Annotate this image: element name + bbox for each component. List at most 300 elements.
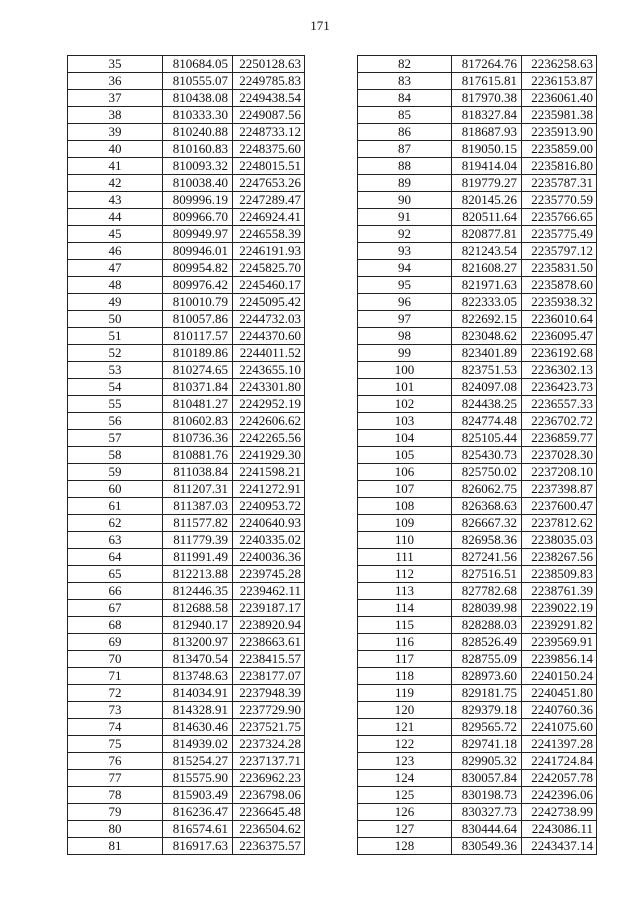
x-coordinate-cell: 810189.86 [163, 345, 233, 362]
point-number-cell: 91 [358, 209, 452, 226]
point-number-cell: 83 [358, 73, 452, 90]
y-coordinate-cell: 2241724.84 [522, 753, 597, 770]
point-number-cell: 101 [358, 379, 452, 396]
x-coordinate-cell: 810602.83 [163, 413, 233, 430]
y-coordinate-cell: 2248733.12 [233, 124, 305, 141]
x-coordinate-cell: 811779.39 [163, 532, 233, 549]
y-coordinate-cell: 2239187.17 [233, 600, 305, 617]
point-number-cell: 47 [68, 260, 163, 277]
point-number-cell: 126 [358, 804, 452, 821]
x-coordinate-cell: 810736.36 [163, 430, 233, 447]
table-row [68, 583, 305, 600]
x-coordinate-cell: 830057.84 [452, 770, 522, 787]
point-number-cell: 94 [358, 260, 452, 277]
table-row [358, 141, 597, 158]
y-coordinate-cell: 2240036.36 [233, 549, 305, 566]
table-row [358, 430, 597, 447]
table-row [358, 90, 597, 107]
y-coordinate-cell: 2241598.21 [233, 464, 305, 481]
point-number-cell: 110 [358, 532, 452, 549]
point-number-cell: 97 [358, 311, 452, 328]
y-coordinate-cell: 2249438.54 [233, 90, 305, 107]
table-row [358, 549, 597, 566]
point-number-cell: 92 [358, 226, 452, 243]
point-number-cell: 117 [358, 651, 452, 668]
table-row [68, 787, 305, 804]
x-coordinate-cell: 827241.56 [452, 549, 522, 566]
y-coordinate-cell: 2235797.12 [522, 243, 597, 260]
x-coordinate-cell: 828039.98 [452, 600, 522, 617]
x-coordinate-cell: 814939.02 [163, 736, 233, 753]
x-coordinate-cell: 821608.27 [452, 260, 522, 277]
point-number-cell: 67 [68, 600, 163, 617]
table-row [358, 345, 597, 362]
x-coordinate-cell: 812446.35 [163, 583, 233, 600]
x-coordinate-cell: 810274.65 [163, 362, 233, 379]
y-coordinate-cell: 2244011.52 [233, 345, 305, 362]
x-coordinate-cell: 828526.49 [452, 634, 522, 651]
y-coordinate-cell: 2243086.11 [522, 821, 597, 838]
y-coordinate-cell: 2236095.47 [522, 328, 597, 345]
table-row [358, 294, 597, 311]
point-number-cell: 95 [358, 277, 452, 294]
y-coordinate-cell: 2248375.60 [233, 141, 305, 158]
point-number-cell: 71 [68, 668, 163, 685]
y-coordinate-cell: 2235787.31 [522, 175, 597, 192]
point-number-cell: 96 [358, 294, 452, 311]
x-coordinate-cell: 829565.72 [452, 719, 522, 736]
point-number-cell: 61 [68, 498, 163, 515]
y-coordinate-cell: 2249785.83 [233, 73, 305, 90]
y-coordinate-cell: 2237324.28 [233, 736, 305, 753]
table-row [358, 464, 597, 481]
x-coordinate-cell: 814034.91 [163, 685, 233, 702]
y-coordinate-cell: 2236153.87 [522, 73, 597, 90]
y-coordinate-cell: 2242265.56 [233, 430, 305, 447]
x-coordinate-cell: 823751.53 [452, 362, 522, 379]
table-row [358, 124, 597, 141]
x-coordinate-cell: 820877.81 [452, 226, 522, 243]
y-coordinate-cell: 2240150.24 [522, 668, 597, 685]
point-number-cell: 106 [358, 464, 452, 481]
y-coordinate-cell: 2245825.70 [233, 260, 305, 277]
point-number-cell: 37 [68, 90, 163, 107]
table-row [68, 260, 305, 277]
table-row [358, 498, 597, 515]
table-row [68, 464, 305, 481]
table-row [68, 702, 305, 719]
x-coordinate-cell: 810038.40 [163, 175, 233, 192]
x-coordinate-cell: 810438.08 [163, 90, 233, 107]
table-row [68, 566, 305, 583]
x-coordinate-cell: 813200.97 [163, 634, 233, 651]
x-coordinate-cell: 820511.64 [452, 209, 522, 226]
point-number-cell: 44 [68, 209, 163, 226]
x-coordinate-cell: 823401.89 [452, 345, 522, 362]
y-coordinate-cell: 2236645.48 [233, 804, 305, 821]
x-coordinate-cell: 824097.08 [452, 379, 522, 396]
point-number-cell: 73 [68, 702, 163, 719]
table-row [358, 481, 597, 498]
table-row [358, 736, 597, 753]
x-coordinate-cell: 810160.83 [163, 141, 233, 158]
point-number-cell: 36 [68, 73, 163, 90]
y-coordinate-cell: 2237600.47 [522, 498, 597, 515]
table-row [68, 192, 305, 209]
table-row [68, 685, 305, 702]
y-coordinate-cell: 2235878.60 [522, 277, 597, 294]
point-number-cell: 107 [358, 481, 452, 498]
point-number-cell: 38 [68, 107, 163, 124]
y-coordinate-cell: 2238267.56 [522, 549, 597, 566]
table-row [68, 617, 305, 634]
table-row [358, 158, 597, 175]
point-number-cell: 78 [68, 787, 163, 804]
point-number-cell: 52 [68, 345, 163, 362]
y-coordinate-cell: 2241272.91 [233, 481, 305, 498]
point-number-cell: 98 [358, 328, 452, 345]
point-number-cell: 84 [358, 90, 452, 107]
y-coordinate-cell: 2236375.57 [233, 838, 305, 855]
y-coordinate-cell: 2247289.47 [233, 192, 305, 209]
table-row [68, 345, 305, 362]
y-coordinate-cell: 2238509.83 [522, 566, 597, 583]
y-coordinate-cell: 2245095.42 [233, 294, 305, 311]
table-row [358, 583, 597, 600]
x-coordinate-cell: 814630.46 [163, 719, 233, 736]
table-row [68, 124, 305, 141]
x-coordinate-cell: 810333.30 [163, 107, 233, 124]
y-coordinate-cell: 2236962.23 [233, 770, 305, 787]
x-coordinate-cell: 809949.97 [163, 226, 233, 243]
y-coordinate-cell: 2235816.80 [522, 158, 597, 175]
table-row [68, 73, 305, 90]
point-number-cell: 115 [358, 617, 452, 634]
x-coordinate-cell: 813470.54 [163, 651, 233, 668]
x-coordinate-cell: 826667.32 [452, 515, 522, 532]
table-row [68, 277, 305, 294]
table-row [358, 685, 597, 702]
point-number-cell: 77 [68, 770, 163, 787]
y-coordinate-cell: 2244732.03 [233, 311, 305, 328]
point-number-cell: 89 [358, 175, 452, 192]
table-row [358, 243, 597, 260]
table-row [68, 56, 305, 73]
table-row [68, 532, 305, 549]
point-number-cell: 128 [358, 838, 452, 855]
table-row [358, 838, 597, 855]
point-number-cell: 127 [358, 821, 452, 838]
y-coordinate-cell: 2237729.90 [233, 702, 305, 719]
table-row [68, 413, 305, 430]
table-row [358, 770, 597, 787]
point-number-cell: 125 [358, 787, 452, 804]
y-coordinate-cell: 2236859.77 [522, 430, 597, 447]
x-coordinate-cell: 822692.15 [452, 311, 522, 328]
x-coordinate-cell: 811991.49 [163, 549, 233, 566]
point-number-cell: 72 [68, 685, 163, 702]
table-row [358, 175, 597, 192]
y-coordinate-cell: 2240640.93 [233, 515, 305, 532]
table-row [68, 515, 305, 532]
x-coordinate-cell: 810057.86 [163, 311, 233, 328]
table-row [358, 277, 597, 294]
table-row [68, 821, 305, 838]
x-coordinate-cell: 809976.42 [163, 277, 233, 294]
y-coordinate-cell: 2243437.14 [522, 838, 597, 855]
y-coordinate-cell: 2241397.28 [522, 736, 597, 753]
table-row [68, 736, 305, 753]
y-coordinate-cell: 2246558.39 [233, 226, 305, 243]
point-number-cell: 64 [68, 549, 163, 566]
table-row [68, 141, 305, 158]
x-coordinate-cell: 810010.79 [163, 294, 233, 311]
table-row [358, 634, 597, 651]
x-coordinate-cell: 817264.76 [452, 56, 522, 73]
point-number-cell: 112 [358, 566, 452, 583]
table-row [358, 362, 597, 379]
x-coordinate-cell: 810093.32 [163, 158, 233, 175]
y-coordinate-cell: 2238663.61 [233, 634, 305, 651]
point-number-cell: 82 [358, 56, 452, 73]
x-coordinate-cell: 809996.19 [163, 192, 233, 209]
point-number-cell: 70 [68, 651, 163, 668]
x-coordinate-cell: 828755.09 [452, 651, 522, 668]
table-row [68, 719, 305, 736]
table-row [68, 90, 305, 107]
x-coordinate-cell: 829741.18 [452, 736, 522, 753]
x-coordinate-cell: 823048.62 [452, 328, 522, 345]
point-number-cell: 69 [68, 634, 163, 651]
x-coordinate-cell: 819779.27 [452, 175, 522, 192]
point-number-cell: 57 [68, 430, 163, 447]
table-row [68, 328, 305, 345]
point-number-cell: 120 [358, 702, 452, 719]
table-row [358, 107, 597, 124]
x-coordinate-cell: 817970.38 [452, 90, 522, 107]
point-number-cell: 45 [68, 226, 163, 243]
point-number-cell: 53 [68, 362, 163, 379]
y-coordinate-cell: 2236423.73 [522, 379, 597, 396]
y-coordinate-cell: 2237948.39 [233, 685, 305, 702]
table-row [358, 753, 597, 770]
point-number-cell: 74 [68, 719, 163, 736]
x-coordinate-cell: 810240.88 [163, 124, 233, 141]
y-coordinate-cell: 2242738.99 [522, 804, 597, 821]
x-coordinate-cell: 819414.04 [452, 158, 522, 175]
x-coordinate-cell: 811207.31 [163, 481, 233, 498]
y-coordinate-cell: 2239022.19 [522, 600, 597, 617]
table-row [68, 362, 305, 379]
table-row [358, 787, 597, 804]
y-coordinate-cell: 2235859.00 [522, 141, 597, 158]
point-number-cell: 81 [68, 838, 163, 855]
page-number: 171 [310, 18, 330, 33]
y-coordinate-cell: 2242396.06 [522, 787, 597, 804]
table-row [358, 821, 597, 838]
x-coordinate-cell: 810117.57 [163, 328, 233, 345]
x-coordinate-cell: 817615.81 [452, 73, 522, 90]
x-coordinate-cell: 809954.82 [163, 260, 233, 277]
x-coordinate-cell: 811038.84 [163, 464, 233, 481]
table-row [358, 226, 597, 243]
point-number-cell: 66 [68, 583, 163, 600]
point-number-cell: 118 [358, 668, 452, 685]
x-coordinate-cell: 816917.63 [163, 838, 233, 855]
x-coordinate-cell: 812940.17 [163, 617, 233, 634]
point-number-cell: 86 [358, 124, 452, 141]
table-row [68, 600, 305, 617]
x-coordinate-cell: 826368.63 [452, 498, 522, 515]
point-number-cell: 111 [358, 549, 452, 566]
y-coordinate-cell: 2235938.32 [522, 294, 597, 311]
y-coordinate-cell: 2235913.90 [522, 124, 597, 141]
point-number-cell: 108 [358, 498, 452, 515]
x-coordinate-cell: 829379.18 [452, 702, 522, 719]
table-row [358, 260, 597, 277]
x-coordinate-cell: 826958.36 [452, 532, 522, 549]
table-row [68, 396, 305, 413]
y-coordinate-cell: 2236504.62 [233, 821, 305, 838]
y-coordinate-cell: 2235981.38 [522, 107, 597, 124]
x-coordinate-cell: 810881.76 [163, 447, 233, 464]
point-number-cell: 103 [358, 413, 452, 430]
x-coordinate-cell: 818327.84 [452, 107, 522, 124]
table-row [358, 617, 597, 634]
table-row [358, 515, 597, 532]
x-coordinate-cell: 819050.15 [452, 141, 522, 158]
point-number-cell: 119 [358, 685, 452, 702]
point-number-cell: 49 [68, 294, 163, 311]
point-number-cell: 113 [358, 583, 452, 600]
y-coordinate-cell: 2239291.82 [522, 617, 597, 634]
y-coordinate-cell: 2238415.57 [233, 651, 305, 668]
point-number-cell: 116 [358, 634, 452, 651]
x-coordinate-cell: 809966.70 [163, 209, 233, 226]
y-coordinate-cell: 2235766.65 [522, 209, 597, 226]
x-coordinate-cell: 827516.51 [452, 566, 522, 583]
point-number-cell: 104 [358, 430, 452, 447]
y-coordinate-cell: 2236702.72 [522, 413, 597, 430]
x-coordinate-cell: 825430.73 [452, 447, 522, 464]
x-coordinate-cell: 810481.27 [163, 396, 233, 413]
y-coordinate-cell: 2246924.41 [233, 209, 305, 226]
table-row [68, 158, 305, 175]
table-row [68, 379, 305, 396]
table-row [68, 209, 305, 226]
y-coordinate-cell: 2242952.19 [233, 396, 305, 413]
x-coordinate-cell: 821971.63 [452, 277, 522, 294]
y-coordinate-cell: 2242057.78 [522, 770, 597, 787]
y-coordinate-cell: 2235831.50 [522, 260, 597, 277]
table-row [68, 447, 305, 464]
table-row [68, 311, 305, 328]
point-number-cell: 40 [68, 141, 163, 158]
x-coordinate-cell: 813748.63 [163, 668, 233, 685]
point-number-cell: 87 [358, 141, 452, 158]
point-number-cell: 48 [68, 277, 163, 294]
x-coordinate-cell: 830327.73 [452, 804, 522, 821]
table-row [68, 549, 305, 566]
y-coordinate-cell: 2236557.33 [522, 396, 597, 413]
table-row [68, 838, 305, 855]
table-row [68, 651, 305, 668]
x-coordinate-cell: 809946.01 [163, 243, 233, 260]
y-coordinate-cell: 2237208.10 [522, 464, 597, 481]
x-coordinate-cell: 824438.25 [452, 396, 522, 413]
point-number-cell: 123 [358, 753, 452, 770]
table-row [358, 396, 597, 413]
x-coordinate-cell: 825750.02 [452, 464, 522, 481]
y-coordinate-cell: 2237028.30 [522, 447, 597, 464]
x-coordinate-cell: 810555.07 [163, 73, 233, 90]
coordinates-table-left [67, 55, 305, 855]
x-coordinate-cell: 826062.75 [452, 481, 522, 498]
point-number-cell: 109 [358, 515, 452, 532]
point-number-cell: 58 [68, 447, 163, 464]
y-coordinate-cell: 2236258.63 [522, 56, 597, 73]
x-coordinate-cell: 825105.44 [452, 430, 522, 447]
table-row [358, 192, 597, 209]
y-coordinate-cell: 2239856.14 [522, 651, 597, 668]
point-number-cell: 46 [68, 243, 163, 260]
y-coordinate-cell: 2245460.17 [233, 277, 305, 294]
y-coordinate-cell: 2242606.62 [233, 413, 305, 430]
x-coordinate-cell: 812213.88 [163, 566, 233, 583]
point-number-cell: 54 [68, 379, 163, 396]
point-number-cell: 39 [68, 124, 163, 141]
table-row [68, 226, 305, 243]
x-coordinate-cell: 815254.27 [163, 753, 233, 770]
table-row [68, 804, 305, 821]
point-number-cell: 60 [68, 481, 163, 498]
x-coordinate-cell: 816236.47 [163, 804, 233, 821]
table-row [358, 600, 597, 617]
y-coordinate-cell: 2249087.56 [233, 107, 305, 124]
table-row [358, 379, 597, 396]
point-number-cell: 56 [68, 413, 163, 430]
point-number-cell: 121 [358, 719, 452, 736]
x-coordinate-cell: 815575.90 [163, 770, 233, 787]
table-row [68, 498, 305, 515]
x-coordinate-cell: 830198.73 [452, 787, 522, 804]
point-number-cell: 63 [68, 532, 163, 549]
point-number-cell: 114 [358, 600, 452, 617]
y-coordinate-cell: 2235770.59 [522, 192, 597, 209]
x-coordinate-cell: 815903.49 [163, 787, 233, 804]
table-row [358, 651, 597, 668]
y-coordinate-cell: 2239462.11 [233, 583, 305, 600]
y-coordinate-cell: 2239745.28 [233, 566, 305, 583]
y-coordinate-cell: 2236192.68 [522, 345, 597, 362]
y-coordinate-cell: 2238035.03 [522, 532, 597, 549]
y-coordinate-cell: 2240335.02 [233, 532, 305, 549]
y-coordinate-cell: 2243655.10 [233, 362, 305, 379]
x-coordinate-cell: 814328.91 [163, 702, 233, 719]
y-coordinate-cell: 2238920.94 [233, 617, 305, 634]
y-coordinate-cell: 2240451.80 [522, 685, 597, 702]
x-coordinate-cell: 818687.93 [452, 124, 522, 141]
table-row [358, 804, 597, 821]
y-coordinate-cell: 2246191.93 [233, 243, 305, 260]
y-coordinate-cell: 2244370.60 [233, 328, 305, 345]
point-number-cell: 90 [358, 192, 452, 209]
table-row [358, 413, 597, 430]
y-coordinate-cell: 2237521.75 [233, 719, 305, 736]
y-coordinate-cell: 2240760.36 [522, 702, 597, 719]
point-number-cell: 85 [358, 107, 452, 124]
point-number-cell: 76 [68, 753, 163, 770]
